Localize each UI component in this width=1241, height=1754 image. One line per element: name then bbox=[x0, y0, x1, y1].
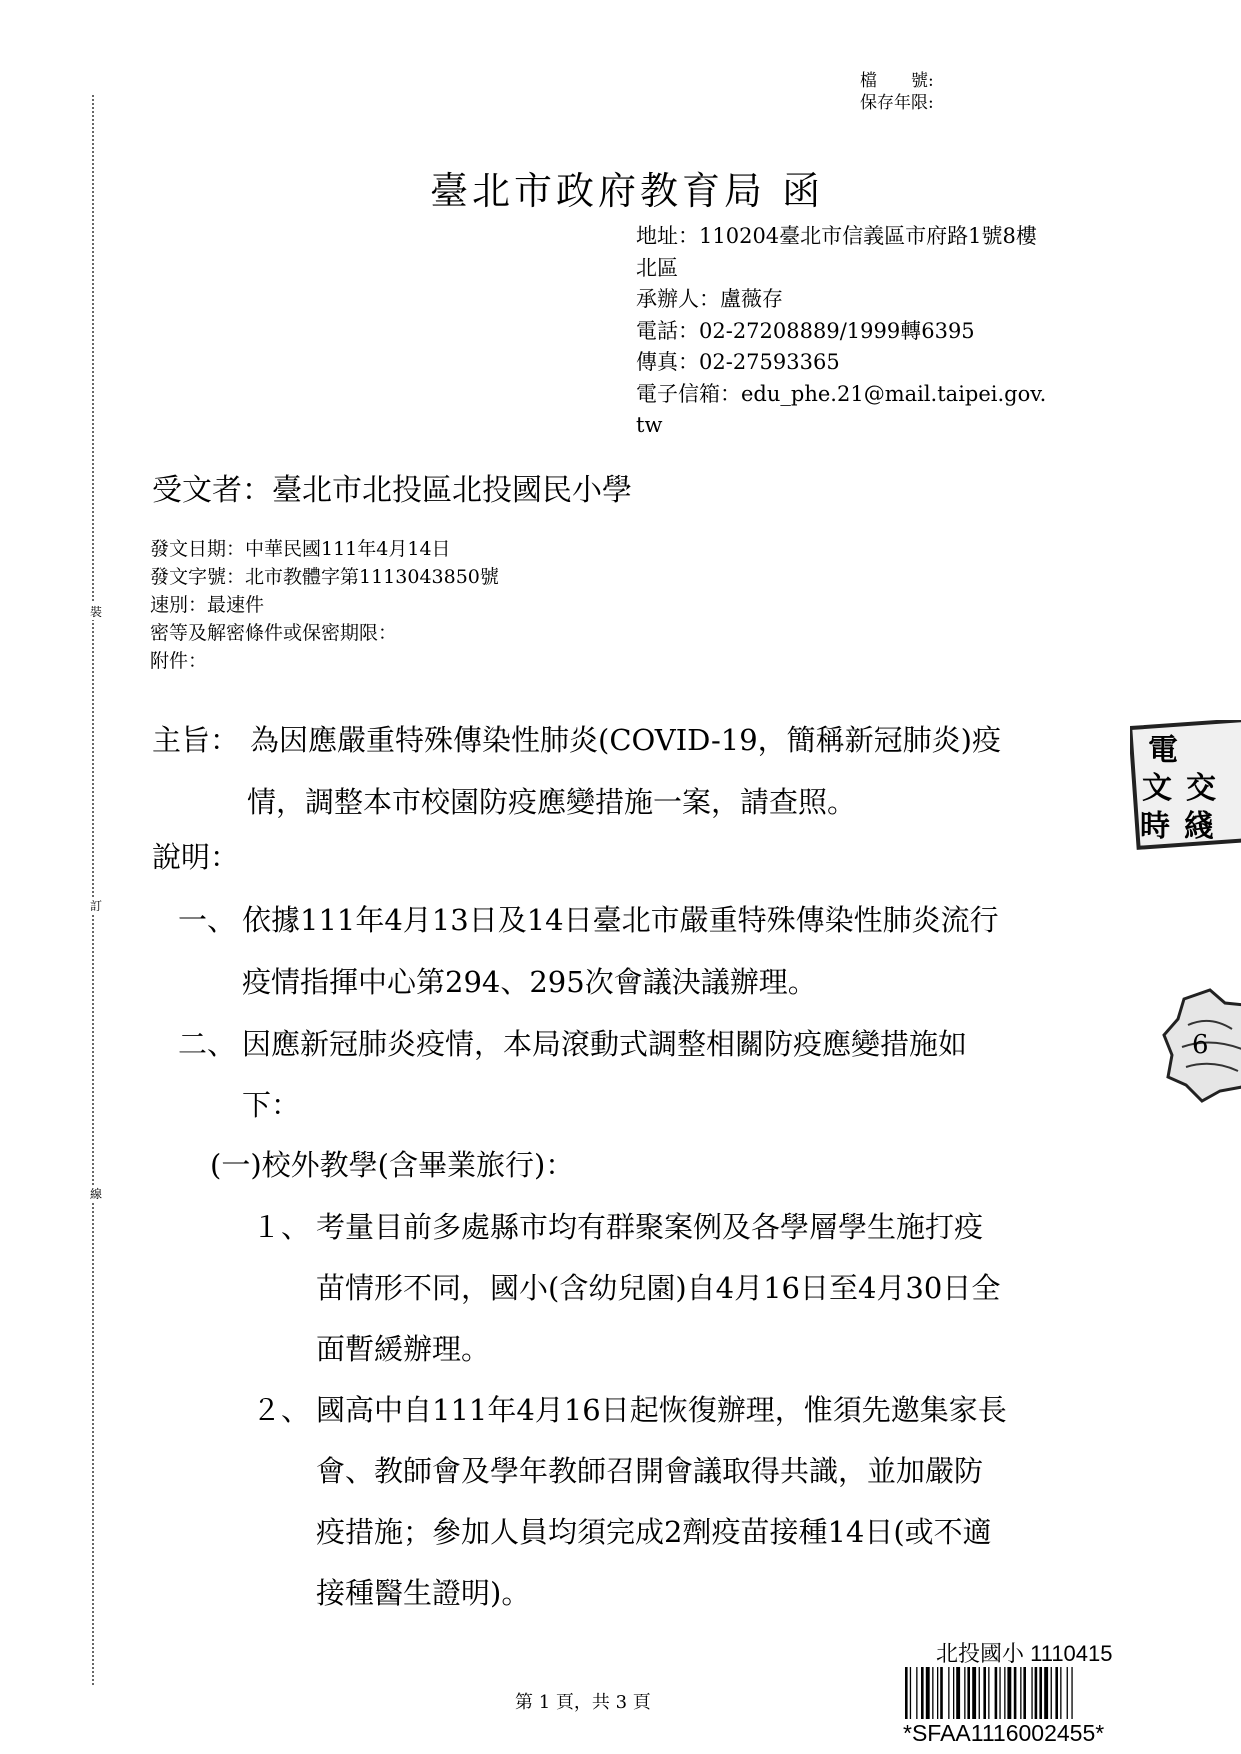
barcode-bar bbox=[926, 1667, 930, 1719]
receipt-label: 北投國小 1110415 bbox=[936, 1641, 1113, 1666]
barcode-bar bbox=[932, 1667, 933, 1719]
barcode bbox=[903, 1667, 1143, 1719]
seal-stamp bbox=[1160, 985, 1241, 1105]
barcode-bar bbox=[937, 1667, 938, 1719]
barcode-bar bbox=[967, 1667, 970, 1719]
point-two-line-2: 會、教師會及學年教師召開會議取得共識，並加嚴防 bbox=[316, 1454, 984, 1488]
dispatch-meta bbox=[150, 535, 499, 675]
point-one-line-2: 苗情形不同，國小(含幼兒園)自4月16日至4月30日全 bbox=[316, 1271, 1001, 1305]
item-one-line-1: 依據111年4月13日及14日臺北市嚴重特殊傳染性肺炎流行 bbox=[242, 903, 999, 937]
stamp-char-2: 文 bbox=[1142, 771, 1172, 806]
electronic-exchange-stamp bbox=[1130, 720, 1241, 850]
barcode-bar bbox=[988, 1667, 989, 1719]
email-continued: tw bbox=[636, 413, 663, 437]
item-two-number: 二、 bbox=[178, 1027, 237, 1061]
stamp-char-5: 綫 bbox=[1184, 809, 1214, 844]
retention-label: 保存年限: bbox=[860, 93, 934, 113]
dispatch-date: 發文日期：中華民國111年4月14日 bbox=[150, 538, 451, 560]
attachment: 附件： bbox=[150, 650, 208, 672]
subject-line-1: 為因應嚴重特殊傳染性肺炎(COVID-19，簡稱新冠肺炎)疫 bbox=[250, 723, 1001, 757]
point-two-line-1: 國高中自111年4月16日起恢復辦理，惟須先邀集家長 bbox=[316, 1393, 1007, 1427]
barcode-bar bbox=[1067, 1667, 1068, 1719]
barcode-bar bbox=[1071, 1667, 1072, 1719]
stamp-char-3: 交 bbox=[1186, 771, 1216, 806]
barcode-code: *SFAA1116002455* bbox=[903, 1720, 1105, 1746]
stamp-char-1: 電 bbox=[1148, 733, 1178, 768]
item-one-line-2: 疫情指揮中心第294、295次會議決議辦理。 bbox=[242, 965, 817, 999]
barcode-bar bbox=[1035, 1667, 1038, 1719]
barcode-bar bbox=[956, 1667, 960, 1719]
point-two-line-4: 接種醫生證明)。 bbox=[316, 1576, 531, 1610]
point-one-line-1: 考量目前多處縣市均有群聚案例及各學層學生施打疫 bbox=[316, 1210, 984, 1244]
barcode-bar bbox=[948, 1667, 949, 1719]
sub-heading-field-trips: (一)校外教學(含畢業旅行)： bbox=[210, 1148, 575, 1182]
barcode-bar bbox=[1014, 1667, 1017, 1719]
seal-number: 6 bbox=[1192, 1030, 1209, 1060]
item-one-number: 一、 bbox=[178, 903, 237, 937]
binding-label-zhuang: 裝 bbox=[90, 605, 103, 619]
dispatch-number: 發文字號：北市教體字第1113043850號 bbox=[150, 566, 499, 588]
recipient: 受文者：臺北市北投區北投國民小學 bbox=[152, 473, 632, 508]
file-info bbox=[860, 70, 934, 114]
handler: 承辦人：盧薇存 bbox=[636, 287, 783, 311]
binding-label-ding: 訂 bbox=[90, 899, 103, 913]
barcode-bar bbox=[910, 1667, 911, 1719]
address: 地址：110204臺北市信義區市府路1號8樓 bbox=[636, 224, 1037, 248]
email: 電子信箱：edu_phe.21@mail.taipei.gov. bbox=[636, 381, 1047, 406]
barcode-bar bbox=[905, 1667, 908, 1719]
barcode-bar bbox=[1060, 1667, 1061, 1719]
binding-margin-line bbox=[92, 95, 94, 1685]
barcode-bar bbox=[940, 1667, 943, 1719]
barcode-bar bbox=[964, 1667, 965, 1719]
address-continued: 北區 bbox=[636, 255, 678, 280]
barcode-bar bbox=[1051, 1667, 1052, 1719]
point-one-number: １、 bbox=[252, 1210, 311, 1244]
speed-class: 速別：最速件 bbox=[150, 594, 265, 616]
barcode-bar bbox=[1020, 1667, 1021, 1719]
barcode-bar bbox=[1031, 1667, 1032, 1719]
subject-line-2: 情，調整本市校園防疫應變措施一案，請查照。 bbox=[247, 785, 857, 819]
point-two-line-3: 疫措施；參加人員均須完成2劑疫苗接種14日(或不適 bbox=[316, 1515, 992, 1549]
barcode-bar bbox=[1039, 1667, 1042, 1719]
binding-label-xian: 線 bbox=[90, 1187, 103, 1201]
item-two-line-1: 因應新冠肺炎疫情，本局滾動式調整相關防疫應變措施如 bbox=[242, 1027, 968, 1061]
secrecy-class: 密等及解密條件或保密期限： bbox=[150, 622, 398, 644]
explanation-label: 說明： bbox=[152, 840, 240, 874]
barcode-bar bbox=[999, 1667, 1000, 1719]
barcode-bar bbox=[916, 1667, 917, 1719]
stamp-char-4: 時 bbox=[1140, 809, 1170, 844]
subject-label: 主旨： bbox=[152, 723, 240, 757]
barcode-bar bbox=[1055, 1667, 1058, 1719]
barcode-bar bbox=[979, 1667, 980, 1719]
barcode-bar bbox=[1007, 1667, 1011, 1719]
contact-block bbox=[636, 221, 1046, 442]
fax: 傳真：02-27593365 bbox=[636, 350, 840, 374]
barcode-bar bbox=[983, 1667, 986, 1719]
document-title: 臺北市政府教育局 函 bbox=[430, 169, 825, 213]
item-two-line-2: 下： bbox=[242, 1088, 301, 1122]
barcode-bar bbox=[1023, 1667, 1026, 1719]
barcode-bar bbox=[953, 1667, 954, 1719]
barcode-bar bbox=[1044, 1667, 1048, 1719]
point-one-line-3: 面暫緩辦理。 bbox=[316, 1332, 491, 1366]
file-number-label: 檔 號: bbox=[860, 71, 934, 91]
phone: 電話：02-27208889/1999轉6395 bbox=[636, 318, 975, 343]
barcode-bar bbox=[972, 1667, 976, 1719]
barcode-bar bbox=[1004, 1667, 1005, 1719]
page-number: 第 1 頁，共 3 頁 bbox=[515, 1692, 651, 1713]
barcode-bar bbox=[921, 1667, 924, 1719]
point-two-number: ２、 bbox=[252, 1393, 311, 1427]
barcode-bar bbox=[995, 1667, 998, 1719]
